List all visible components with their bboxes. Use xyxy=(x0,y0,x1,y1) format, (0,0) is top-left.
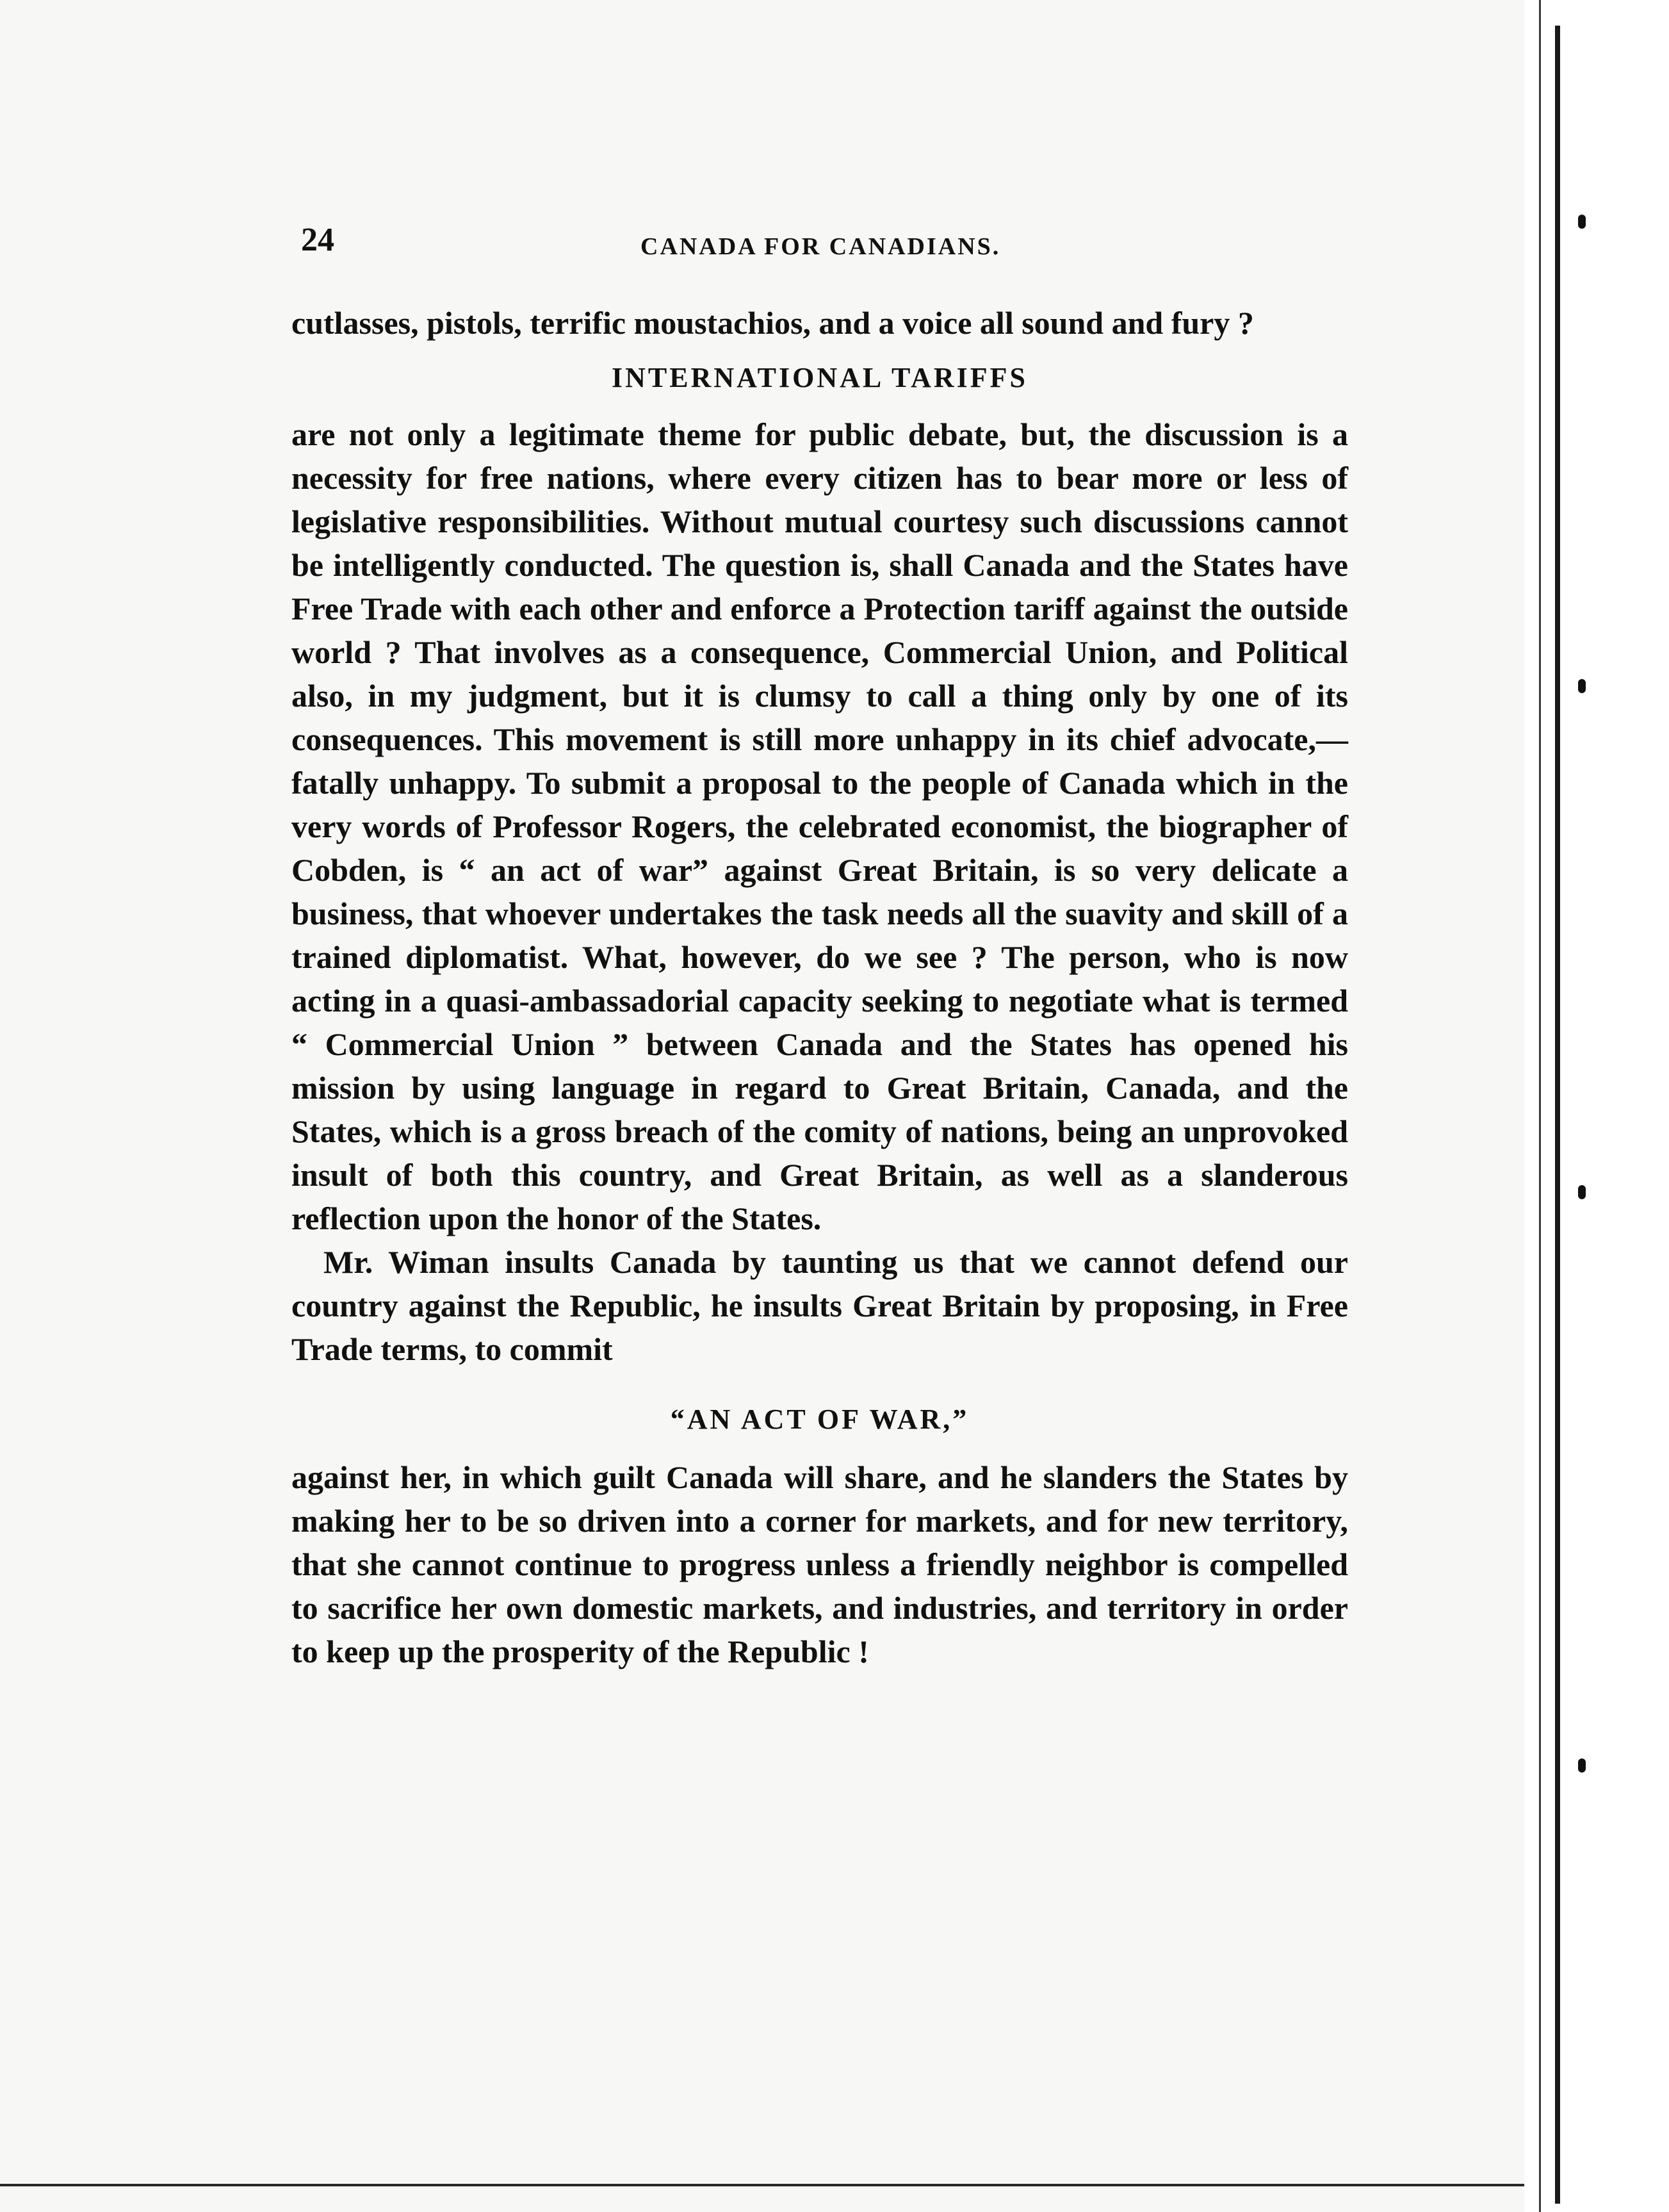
running-head xyxy=(301,221,1351,272)
scan-mark xyxy=(1578,215,1586,229)
section-heading-international-tariffs: INTERNATIONAL TARIFFS xyxy=(611,362,1028,393)
paragraph-act-of-war: against her, in which guilt Canada will share, and he slanders the States by making her to be so driven into a corner for markets, and for new territory, that she cannot continue to progress unless a friendly neighbor is compelled to sacrifice her own domestic markets, and industries, and territory in order to keep up the prosperity of the Republic ! xyxy=(291,1459,1348,1669)
section-heading-act-of-war: “AN ACT OF WAR,” xyxy=(670,1404,970,1435)
page-edge-line xyxy=(1539,0,1541,2212)
page-number: 24 xyxy=(301,222,334,258)
book-spine-line xyxy=(1555,26,1560,2204)
scan-margin xyxy=(1524,0,1669,2212)
scan-mark xyxy=(1578,1185,1586,1199)
body-text xyxy=(291,301,1348,1673)
paragraph-intro: cutlasses, pistols, terrific moustachios, and a voice all sound and fury ? xyxy=(291,305,1254,341)
paragraph-tariffs: are not only a legitimate theme for public debate, but, the discussion is a necessity for free nations, where every citizen has to bear more or less of legislative responsibilities. Without mutual courtesy such discussions cannot be intelligently conducted. The question is, shall Canada and the States have Free Trade with each other and enforce a Protection tariff against the outside world ? That involves as a consequence, Commercial Union, and Political also, in my judgment, but it is clumsy to call a thing only by one of its consequences. This movement is still more unhappy in its chief advocate,—fatally unhappy. To submit a proposal to the people of Canada which in the very words of Professor Rogers, the celebrated economist, the biographer of Cobden, is “ an act of war” against Great Britain, is so very delicate a business, that whoever undertakes the task needs all the suavity and skill of a trained diplomatist. What, however, do we see ? The person, who is now acting in a quasi-ambassadorial capacity seeking to negotiate what is termed “ Commercial Union ” between Canada and the States has opened his mission by using language in regard to Great Britain, Canada, and the States, which is a gross breach of the comity of nations, being an unprovoked insult of both this country, and Great Britain, as well as a slanderous reflection upon the honor of the States. xyxy=(291,416,1348,1236)
running-title: CANADA FOR CANADIANS. xyxy=(640,233,1001,260)
page-bottom-edge xyxy=(0,2184,1531,2186)
scan-mark xyxy=(1578,1758,1586,1773)
paragraph-wiman: Mr. Wiman insults Canada by taunting us that we cannot defend our country against the Republic, he insults Great Britain by proposing, in Free Trade terms, to commit xyxy=(291,1244,1348,1367)
scan-mark xyxy=(1578,679,1586,693)
